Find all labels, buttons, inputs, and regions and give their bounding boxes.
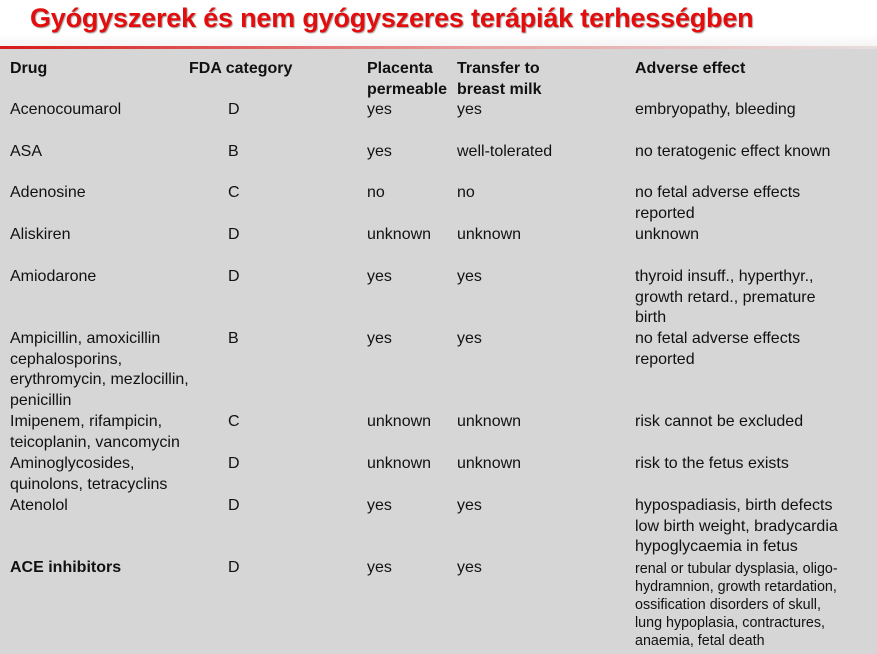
row-ace-inhibitors-placenta: yes bbox=[367, 559, 392, 576]
slide-title: Gyógyszerek és nem gyógyszeres terápiák terhességben bbox=[30, 3, 754, 33]
row-imipenem-adverse: risk cannot be excluded bbox=[635, 413, 804, 430]
row-asa-milk: well-tolerated bbox=[457, 143, 553, 160]
row-aliskiren-milk: unknown bbox=[457, 226, 522, 243]
row-asa-adverse: no teratogenic effect known bbox=[635, 143, 831, 160]
row-aliskiren-placenta: unknown bbox=[367, 226, 432, 243]
header-adverse-effect: Adverse effect bbox=[635, 60, 746, 77]
row-acenocoumarol-milk: yes bbox=[457, 101, 482, 118]
row-ace-inhibitors-fda: D bbox=[228, 559, 240, 576]
row-imipenem-fda: C bbox=[228, 413, 240, 430]
row-amiodarone-placenta: yes bbox=[367, 268, 392, 285]
row-acenocoumarol-placenta: yes bbox=[367, 101, 392, 118]
row-ampicillin-placenta: yes bbox=[367, 330, 392, 347]
row-aliskiren-fda: D bbox=[228, 226, 240, 243]
header-placenta-permeable: Placenta permeable bbox=[367, 60, 448, 98]
row-amiodarone-milk: yes bbox=[457, 268, 482, 285]
row-atenolol-placenta: yes bbox=[367, 497, 392, 514]
header-drug: Drug bbox=[10, 60, 48, 77]
row-adenosine-placenta: no bbox=[367, 184, 385, 201]
row-acenocoumarol-fda: D bbox=[228, 101, 240, 118]
header-breast-milk: Transfer to breast milk bbox=[457, 60, 542, 98]
row-ampicillin-adverse: no fetal adverse effects reported bbox=[635, 330, 801, 368]
row-imipenem-placenta: unknown bbox=[367, 413, 432, 430]
drug-table bbox=[0, 49, 877, 654]
row-ace-inhibitors-drug: ACE inhibitors bbox=[10, 559, 122, 576]
row-adenosine-fda: C bbox=[228, 184, 240, 201]
row-atenolol-drug: Atenolol bbox=[10, 497, 68, 514]
row-ampicillin-milk: yes bbox=[457, 330, 482, 347]
row-ace-inhibitors-adverse: renal or tubular dysplasia, oligo- hydramnion, growth retardation, ossification disorders of skull, lung hypoplasia, contractures, anaemia, fetal death bbox=[635, 561, 838, 649]
row-aminoglycosides-adverse: risk to the fetus exists bbox=[635, 455, 789, 472]
row-aliskiren-drug: Aliskiren bbox=[10, 226, 71, 243]
row-ampicillin-drug: Ampicillin, amoxicillin cephalosporins, erythromycin, mezlocillin, penicillin bbox=[10, 330, 189, 409]
row-asa-placenta: yes bbox=[367, 143, 392, 160]
row-aminoglycosides-drug: Aminoglycosides, quinolons, tetracyclins bbox=[10, 455, 168, 493]
row-adenosine-milk: no bbox=[457, 184, 475, 201]
row-atenolol-fda: D bbox=[228, 497, 240, 514]
row-asa-drug: ASA bbox=[10, 143, 43, 160]
row-imipenem-drug: Imipenem, rifampicin, teicoplanin, vancomycin bbox=[10, 413, 180, 451]
row-atenolol-adverse: hypospadiasis, birth defects low birth weight, bradycardia hypoglycaemia in fetus bbox=[635, 497, 838, 555]
row-aminoglycosides-placenta: unknown bbox=[367, 455, 432, 472]
row-atenolol-milk: yes bbox=[457, 497, 482, 514]
header-fda-category: FDA category bbox=[189, 60, 293, 77]
row-aliskiren-adverse: unknown bbox=[635, 226, 700, 243]
row-adenosine-adverse: no fetal adverse effects reported bbox=[635, 184, 801, 222]
row-acenocoumarol-adverse: embryopathy, bleeding bbox=[635, 101, 796, 118]
row-amiodarone-fda: D bbox=[228, 268, 240, 285]
row-imipenem-milk: unknown bbox=[457, 413, 522, 430]
row-asa-fda: B bbox=[228, 143, 239, 160]
row-amiodarone-drug: Amiodarone bbox=[10, 268, 97, 285]
row-acenocoumarol-drug: Acenocoumarol bbox=[10, 101, 122, 118]
row-aminoglycosides-fda: D bbox=[228, 455, 240, 472]
row-adenosine-drug: Adenosine bbox=[10, 184, 86, 201]
row-aminoglycosides-milk: unknown bbox=[457, 455, 522, 472]
row-ampicillin-fda: B bbox=[228, 330, 239, 347]
row-amiodarone-adverse: thyroid insuff., hyperthyr., growth retard., premature birth bbox=[635, 268, 816, 326]
row-ace-inhibitors-milk: yes bbox=[457, 559, 482, 576]
